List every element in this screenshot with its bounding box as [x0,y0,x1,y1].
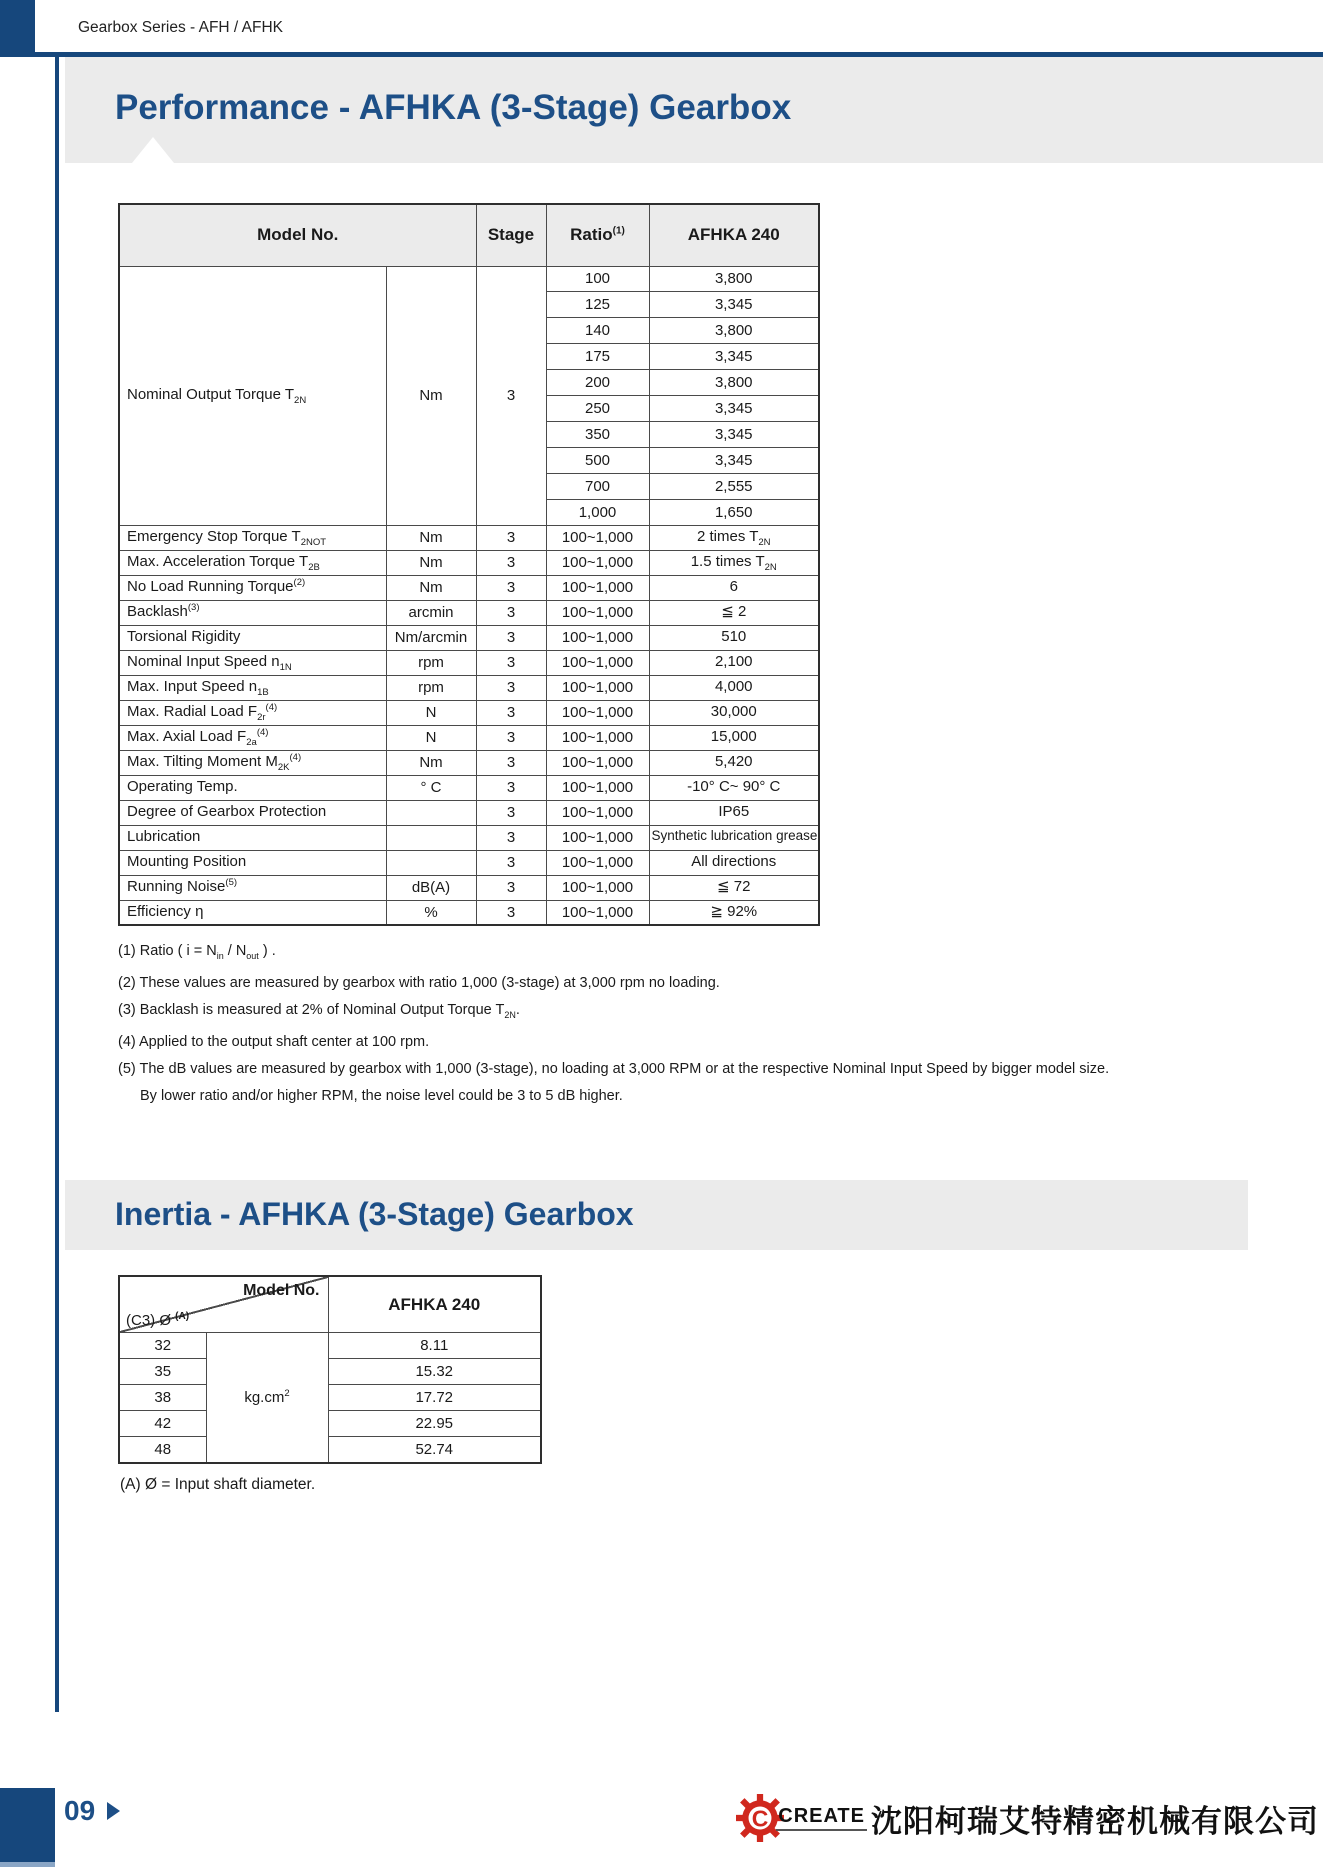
value-cell: 5,420 [649,750,819,775]
value-cell: 3,345 [649,447,819,473]
logo-wordmark: CREATE [776,1805,867,1831]
unit-cell: % [386,900,476,925]
page-number-block [64,1795,120,1827]
band-notch [132,137,174,163]
footnote-5: (5) The dB values are measured by gearbox with 1,000 (3-stage), no loading at 3,000 RPM or at the respective Nominal Input Speed by bigger model size. [118,1060,1110,1077]
value-cell: 3,800 [649,317,819,343]
col-header-stage: Stage [476,204,546,266]
corner-accent-block [0,0,35,57]
table-row [119,550,819,575]
ratio-cell: 100~1,000 [546,625,649,650]
table-row [119,800,819,825]
unit-cell: Nm [386,575,476,600]
ratio-cell: 100~1,000 [546,725,649,750]
inertia-value-cell: 8.11 [328,1333,541,1359]
table-row [119,1437,541,1463]
spec-label: Efficiency η [119,900,386,925]
torque-unit: Nm [386,266,476,525]
value-cell: 2 times $T_{2N}$ [649,525,819,550]
spec-label: Nominal Input Speed $n_{1N}$ [119,650,386,675]
stage-cell: 3 [476,825,546,850]
diag-model-no-label: Model No. [243,1282,320,1299]
diameter-cell: 48 [119,1437,206,1463]
stage-cell: 3 [476,600,546,625]
ratio-cell: 200 [546,369,649,395]
ratio-cell: 100~1,000 [546,825,649,850]
spec-label: Running Noise$^{(5)}$ [119,875,386,900]
col-header-ratio: Ratio$^{(1)}$ [546,204,649,266]
stage-cell: 3 [476,725,546,750]
unit-cell: rpm [386,650,476,675]
footer-accent-bar [0,1788,55,1862]
diameter-cell: 42 [119,1411,206,1437]
value-cell: 3,345 [649,291,819,317]
left-margin-rule [55,57,59,1712]
spec-label: Max. Radial Load $F_{2r}^{(4)}$ [119,700,386,725]
unit-cell: Nm [386,550,476,575]
spec-label: Emergency Stop Torque $T_{2NOT}$ [119,525,386,550]
stage-cell: 3 [476,625,546,650]
unit-cell: N [386,725,476,750]
company-name-cn: 沈阳柯瑞艾特精密机械有限公司 [871,1803,1319,1839]
ratio-cell: 100~1,000 [546,800,649,825]
table-row [119,266,819,291]
spec-label: No Load Running Torque$^{(2)}$ [119,575,386,600]
col-header-product: AFHKA 240 [649,204,819,266]
value-cell: Synthetic lubrication grease [649,825,819,850]
spec-label: Backlash$^{(3)}$ [119,600,386,625]
company-logo-block [736,1794,1319,1842]
table-row [119,875,819,900]
svg-text:C: C [751,1805,769,1832]
ratio-cell: 700 [546,473,649,499]
spec-label: Max. Axial Load $F_{2a}^{(4)}$ [119,725,386,750]
ratio-cell: 100~1,000 [546,700,649,725]
ratio-cell: 100~1,000 [546,650,649,675]
ratio-cell: 350 [546,421,649,447]
value-cell: 3,800 [649,369,819,395]
value-cell: 2,555 [649,473,819,499]
unit-cell: Nm [386,525,476,550]
spec-label: Max. Tilting Moment $M_{2K}^{(4)}$ [119,750,386,775]
series-header-label: Gearbox Series - AFH / AFHK [78,19,284,36]
stage-cell: 3 [476,675,546,700]
stage-cell: 3 [476,900,546,925]
table-row [119,725,819,750]
unit-cell: N [386,700,476,725]
value-cell: 510 [649,625,819,650]
ratio-cell: 100~1,000 [546,775,649,800]
spec-label: Max. Input Speed $n_{1B}$ [119,675,386,700]
value-cell: ≧ 92% [649,900,819,925]
page-number: 09 [64,1795,96,1826]
unit-cell: Nm/arcmin [386,625,476,650]
stage-cell: 3 [476,650,546,675]
performance-table [118,203,820,926]
unit-cell: dB(A) [386,875,476,900]
table-row [119,750,819,775]
inertia-header-row [119,1276,541,1333]
inertia-title-band [65,1180,1248,1250]
performance-table-header-row [119,204,819,266]
stage-cell: 3 [476,800,546,825]
table-row [119,1359,541,1385]
ratio-cell: 100~1,000 [546,875,649,900]
performance-title: Performance - AFHKA (3-Stage) Gearbox [115,88,792,127]
value-cell: 30,000 [649,700,819,725]
ratio-cell: 100~1,000 [546,750,649,775]
unit-cell: rpm [386,675,476,700]
ratio-cell: 100~1,000 [546,525,649,550]
value-cell: 2,100 [649,650,819,675]
value-cell: 6 [649,575,819,600]
stage-cell: 3 [476,525,546,550]
ratio-cell: 1,000 [546,499,649,525]
page-arrow-icon [107,1802,120,1820]
inertia-unit-cell: $kg.cm^2$ [206,1333,328,1463]
ratio-cell: 100~1,000 [546,675,649,700]
ratio-cell: 175 [546,343,649,369]
value-cell: 3,345 [649,343,819,369]
unit-cell [386,800,476,825]
ratio-cell: 100 [546,266,649,291]
table-row [119,1333,541,1359]
inertia-product-header: AFHKA 240 [328,1276,541,1333]
diag-diameter-label: (C3) Ø $^{(A)}$ [126,1311,190,1329]
inertia-table [118,1275,542,1464]
value-cell: IP65 [649,800,819,825]
ratio-cell: 100~1,000 [546,900,649,925]
inertia-value-cell: 52.74 [328,1437,541,1463]
value-cell: 3,345 [649,395,819,421]
performance-footnotes [118,942,1218,1114]
value-cell: 3,345 [649,421,819,447]
value-cell: 1,650 [649,499,819,525]
spec-label: Lubrication [119,825,386,850]
ratio-cell: 125 [546,291,649,317]
table-row [119,650,819,675]
diagonal-header-cell [119,1276,328,1333]
value-cell: 3,800 [649,266,819,291]
stage-cell: 3 [476,775,546,800]
value-cell: 1.5 times $T_{2N}$ [649,550,819,575]
inertia-value-cell: 22.95 [328,1411,541,1437]
table-row [119,1411,541,1437]
table-row [119,825,819,850]
stage-cell: 3 [476,575,546,600]
footnote-4: (4) Applied to the output shaft center at 100 rpm. [118,1033,430,1050]
table-row [119,900,819,925]
inertia-footnote: (A) Ø = Input shaft diameter. [120,1476,316,1493]
value-cell: ≦ 72 [649,875,819,900]
table-row [119,625,819,650]
diameter-cell: 32 [119,1333,206,1359]
stage-cell: 3 [476,700,546,725]
table-row [119,525,819,550]
value-cell: -10° C~ 90° C [649,775,819,800]
spec-label: Degree of Gearbox Protection [119,800,386,825]
ratio-cell: 100~1,000 [546,600,649,625]
performance-title-band [65,57,1323,163]
table-row [119,700,819,725]
spec-label: Torsional Rigidity [119,625,386,650]
col-header-model-no: Model No. [119,204,476,266]
value-cell: ≦ 2 [649,600,819,625]
ratio-cell: 100~1,000 [546,850,649,875]
footnote-1: (1) Ratio ( $i = N_{in} / N_{out}$ ) . [118,943,276,961]
ratio-cell: 100~1,000 [546,575,649,600]
ratio-cell: 500 [546,447,649,473]
stage-cell: 3 [476,850,546,875]
unit-cell: ° C [386,775,476,800]
inertia-title: Inertia - AFHKA (3-Stage) Gearbox [115,1196,634,1232]
value-cell: All directions [649,850,819,875]
table-row [119,775,819,800]
stage-cell: 3 [476,550,546,575]
ratio-cell: 250 [546,395,649,421]
torque-stage: 3 [476,266,546,525]
table-row [119,1385,541,1411]
table-row [119,675,819,700]
torque-label: Nominal Output Torque $T_{2N}$ [119,266,386,525]
value-cell: 15,000 [649,725,819,750]
inertia-value-cell: 17.72 [328,1385,541,1411]
footnote-3: (3) Backlash is measured at 2% of Nominal Output Torque $T_{2N}$. [118,1001,520,1020]
diagonal-divider [120,1277,328,1332]
diameter-cell: 35 [119,1359,206,1385]
inertia-value-cell: 15.32 [328,1359,541,1385]
footer-accent-bar-light [0,1862,55,1867]
spec-label: Operating Temp. [119,775,386,800]
spec-label: Mounting Position [119,850,386,875]
unit-cell [386,850,476,875]
stage-cell: 3 [476,750,546,775]
unit-cell: arcmin [386,600,476,625]
table-row [119,600,819,625]
diameter-cell: 38 [119,1385,206,1411]
unit-cell: Nm [386,750,476,775]
spec-label: Max. Acceleration Torque $T_{2B}$ [119,550,386,575]
table-row [119,850,819,875]
ratio-cell: 100~1,000 [546,550,649,575]
stage-cell: 3 [476,875,546,900]
table-row [119,575,819,600]
unit-cell [386,825,476,850]
footnote-2: (2) These values are measured by gearbox with ratio 1,000 (3-stage) at 3,000 rpm no loading. [118,974,720,991]
ratio-cell: 140 [546,317,649,343]
value-cell: 4,000 [649,675,819,700]
footnote-5-continued: By lower ratio and/or higher RPM, the noise level could be 3 to 5 dB higher. [140,1087,623,1104]
